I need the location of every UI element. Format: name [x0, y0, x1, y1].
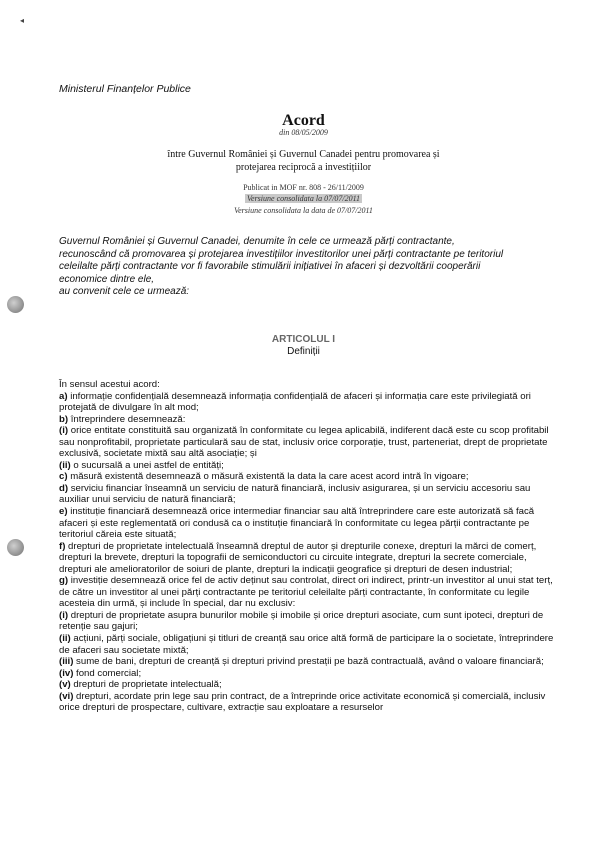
article-subheading: Definiții: [287, 346, 320, 357]
preamble-line: Guvernul României și Guvernul Canadei, denumite în cele ce urmează părți contractante,: [59, 236, 455, 247]
definition-item: (iii) sume de bani, drepturi de creanță și drepturi privind prestații pe bază contractuală, având o valoare financiară;: [59, 656, 544, 668]
preamble: [59, 236, 559, 299]
punch-hole: [7, 539, 24, 556]
definition-item: c) măsură existentă desemnează o măsură existentă la data la care acest acord intră în vigoare;: [59, 471, 469, 483]
definition-item: (v) drepturi de proprietate intelectuală;: [59, 679, 222, 691]
definition-item: f) drepturi de proprietate intelectuală înseamnă dreptul de autor și drepturile conexe, drepturi la mărci de comerț, drepturi la brevete, drepturi la topografii de semiconductori cu circuite integrate, drepturi la secrete comerciale, drepturi ale amelioratorilor de soiuri de plante, drepturi la indicații geografice și drepturi de desen industrial;: [59, 540, 537, 575]
definition-item: (i) drepturi de proprietate asupra bunurilor mobile și imobile și orice drepturi asociate, cum sunt ipoteci, drepturi de retenție sau gajuri;: [59, 609, 544, 633]
preamble-line: au convenit cele ce urmează:: [59, 286, 190, 297]
scan-mark: ◂: [20, 16, 25, 25]
definition-item: g) investiție desemnează orice fel de activ deținut sau controlat, direct ori indirect, printr-un investitor al unui stat terț, de către un investitor al unei părți contractante pe teritoriul celeilalte părți contractante, în conformitate cu legile acesteia din urmă, și include în special, dar nu exclusiv:: [59, 575, 553, 610]
definition-item: (ii) acțiuni, părți sociale, obligațiuni și titluri de creanță sau orice altă formă de participare la o societate, întreprindere de afaceri sau societate mixtă;: [59, 633, 554, 656]
preamble-line: recunoscând că promovarea și protejarea investițiilor investitorilor unei părți contractante pe teritoriul: [59, 248, 504, 260]
punch-hole: [7, 296, 24, 313]
document-date: din 08/05/2009: [279, 128, 328, 137]
document-title: Acord: [282, 112, 325, 129]
preamble-line: economice dintre ele,: [59, 273, 155, 285]
article-intro: În sensul acestui acord:: [59, 379, 160, 390]
preamble-line: celeilalte părți contractante vor fi favorabile stimulării inițiativei în afaceri și dezvoltării cooperării: [59, 261, 481, 272]
version-highlight: Versiune consolidata la 07/07/2011: [247, 194, 360, 203]
definition-item: a) informație confidențială desemnează informația confidențială de afaceri și informația care este privilegiată ori protejată de divulgare în alt mod;: [59, 390, 531, 414]
ministry-name: Ministerul Finanțelor Publice: [59, 83, 191, 95]
definition-item: (ii) o sucursală a unei astfel de entități;: [59, 459, 224, 471]
definition-item: b) întreprindere desemnează:: [59, 413, 186, 425]
definition-item: (vi) drepturi, acordate prin lege sau prin contract, de a întreprinde orice activitate economică și comercială, inclusiv orice drepturi de prospectare, cultivare, extracție sau exploatare a resurselor: [59, 690, 546, 714]
article-body: [59, 379, 559, 714]
definition-item: e) instituție financiară desemnează orice intermediar financiar sau altă întreprindere care este autorizată să facă afaceri și este reglementată ori condusă ca o instituție financiară în conformitate cu legea părții contractante pe teritoriul căreia este situată;: [59, 506, 535, 541]
definition-item: d) serviciu financiar înseamnă un serviciu de natură financiară, inclusiv asigurarea, și un serviciu accesoriu sau auxiliar unui serviciu de natură financiară;: [59, 482, 531, 506]
document-subtitle: între Guvernul României și Guvernul Canadei pentru promovarea și protejarea reciprocă a investițiilor: [167, 149, 440, 173]
article-heading: ARTICOLUL I: [271, 334, 336, 345]
definition-item: (iv) fond comercial;: [59, 667, 142, 679]
version-info: Versiune consolidata la data de 07/07/2011: [234, 206, 373, 215]
definition-item: (i) orice entitate constituită sau organizată în conformitate cu legea aplicabilă, indiferent dacă este cu scop profitabil sau nonprofitabil, proprietate particulară sau de stat, inclusiv orice corporație, trust, parteneriat, drept de proprietate exclusivă, societate mixtă sau altă asociație; și: [59, 425, 549, 460]
publication-info: Publicat in MOF nr. 808 - 26/11/2009: [243, 183, 364, 192]
